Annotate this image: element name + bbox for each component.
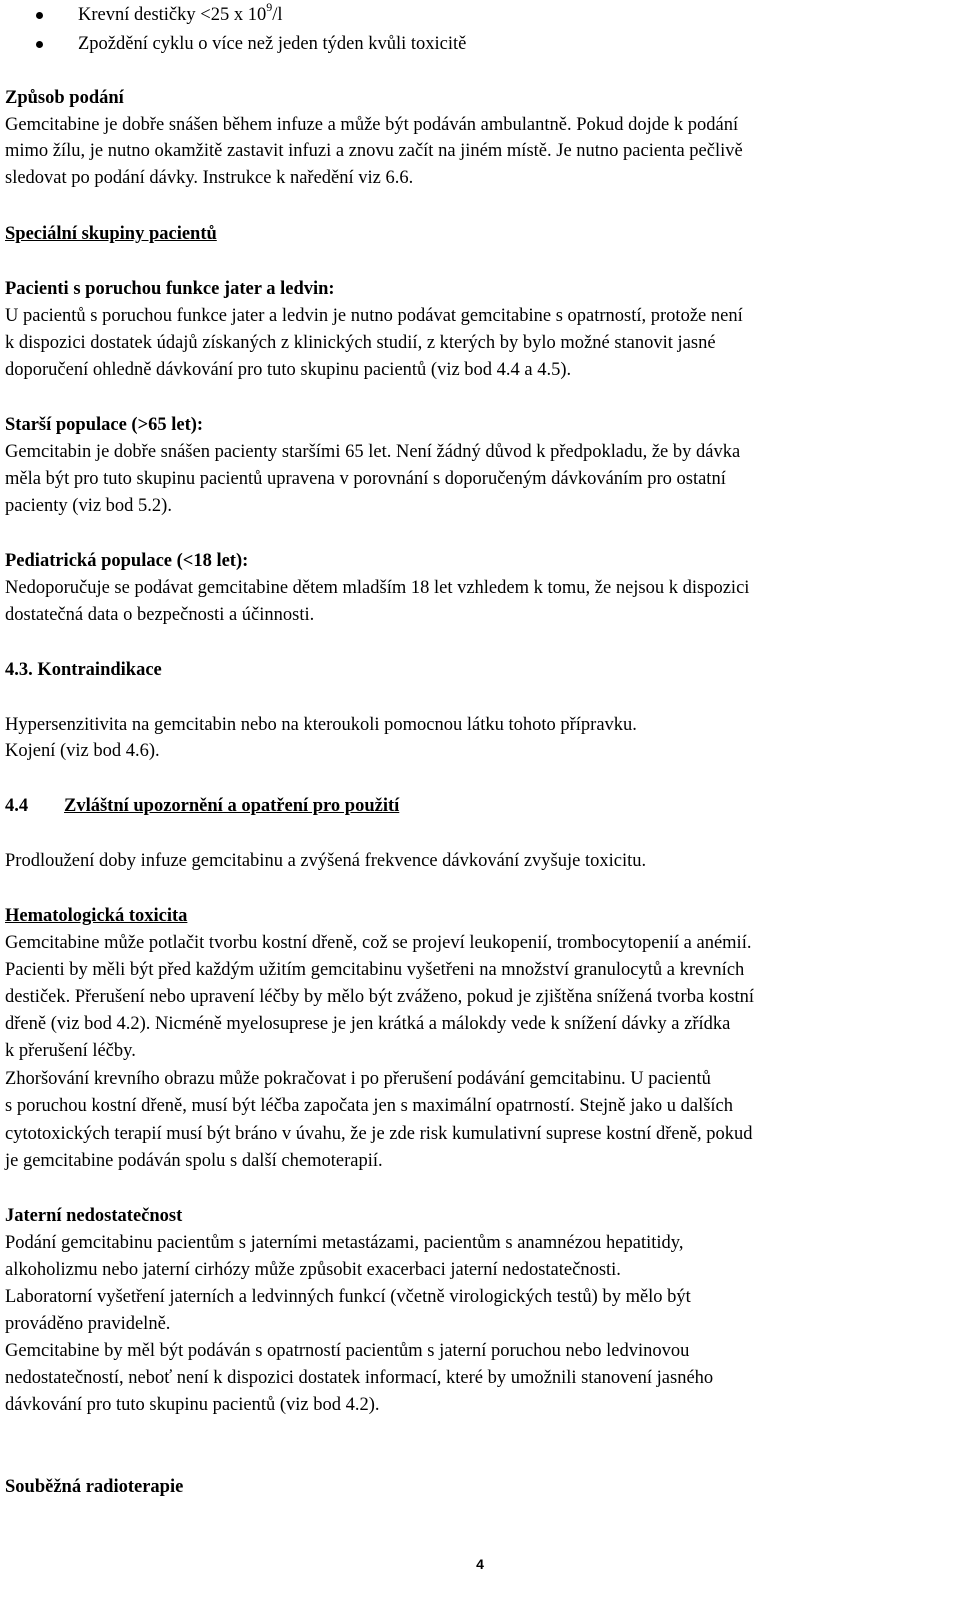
text-line: sledovat po podání dávky. Instrukce k naředění viz 6.6. [5, 168, 414, 188]
subsection-heading: Jaterní nedostatečnost [5, 1206, 183, 1226]
text-line: s poruchou kostní dřeně, musí být léčba započata jen s maximální opatrností. Stejně jako u dalších [5, 1096, 734, 1116]
text-line: alkoholizmu nebo jaterní cirhózy může způsobit exacerbaci jaterní nedostatečnosti. [5, 1260, 621, 1280]
bullet-icon [36, 41, 43, 48]
text-line: je gemcitabine podáván spolu s další chemoterapií. [5, 1151, 383, 1171]
text-line: nedostatečností, neboť není k dispozici dostatek informací, které by umožnili stanovení jasného [5, 1368, 714, 1388]
text-line: Gemcitabine je dobře snášen během infuze a může být podáván ambulantně. Pokud dojde k podání [5, 115, 739, 135]
section-heading: 4.3. Kontraindikace [5, 660, 162, 680]
text-line: U pacientů s poruchou funkce jater a ledvin je nutno podávat gemcitabine s opatrností, protože není [5, 306, 743, 326]
text-line: prováděno pravidelně. [5, 1314, 171, 1334]
text-line: dávkování pro tuto skupinu pacientů (viz bod 4.2). [5, 1395, 380, 1415]
section-heading: Speciální skupiny pacientů [5, 224, 217, 244]
bullet-icon [36, 12, 43, 19]
section-heading: Způsob podání [5, 88, 124, 108]
section-title: Zvláštní upozornění a opatření pro použití [64, 796, 400, 816]
subsection-heading: Pacienti s poruchou funkce jater a ledvin: [5, 279, 335, 299]
section-number: 4.4 [5, 796, 29, 816]
text-line: měla být pro tuto skupinu pacientů upravena v porovnání s doporučeným dávkováním pro ostatní [5, 469, 726, 489]
text-line: mimo žílu, je nutno okamžitě zastavit infuzi a znovu začít na jiném místě. Je nutno pacienta pečlivě [5, 141, 743, 161]
text-line: dostatečná data o bezpečnosti a účinnosti. [5, 605, 315, 625]
text-line: pacienty (viz bod 5.2). [5, 496, 172, 516]
text-line: dřeně (viz bod 4.2). Nicméně myelosuprese je jen krátká a málokdy vede k snížení dávky a zřídka [5, 1014, 731, 1034]
bullet-text: Krevní destičky <25 x $10^9/l$ [78, 0, 283, 25]
text-line: Gemcitabine může potlačit tvorbu kostní dřeně, což se projeví leukopenií, trombocytopenií a anémií. [5, 933, 752, 953]
subsection-heading: Hematologická toxicita [5, 906, 188, 926]
subsection-heading: Pediatrická populace (<18 let): [5, 551, 249, 571]
text-line: k přerušení léčby. [5, 1041, 136, 1061]
text-line: k dispozici dostatek údajů získaných z klinických studií, z kterých by bylo možné stanovit jasné [5, 333, 716, 353]
text-line: Gemcitabine by měl být podáván s opatrností pacientům s jaterní poruchou nebo ledvinovou [5, 1341, 690, 1361]
text-line: Prodloužení doby infuze gemcitabinu a zvýšená frekvence dávkování zvyšuje toxicitu. [5, 851, 647, 871]
subsection-heading: Souběžná radioterapie [5, 1477, 184, 1497]
text-line: Nedoporučuje se podávat gemcitabine dětem mladším 18 let vzhledem k tomu, že nejsou k dispozici [5, 578, 750, 598]
subsection-heading: Starší populace (>65 let): [5, 415, 204, 435]
text-line: Gemcitabin je dobře snášen pacienty staršími 65 let. Není žádný důvod k předpokladu, že by dávka [5, 442, 741, 462]
text-line: Podání gemcitabinu pacientům s jaterními metastázami, pacientům s anamnézou hepatitidy, [5, 1233, 684, 1253]
text-line: cytotoxických terapií musí být bráno v úvahu, že je zde risk kumulativní suprese kostní dřeně, pokud [5, 1124, 753, 1144]
bullet-text: Zpoždění cyklu o více než jeden týden kvůli toxicitě [78, 34, 467, 54]
section-heading-4-4 [0, 793, 960, 820]
text-line: Hypersenzitivita na gemcitabin nebo na kteroukoli pomocnou látku tohoto přípravku. [5, 715, 637, 735]
text-line: Pacienti by měli být před každým užitím gemcitabinu vyšetřeni na množství granulocytů a krevních [5, 960, 745, 980]
text-line: Laboratorní vyšetření jaterních a ledvinných funkcí (včetně virologických testů) by mělo být [5, 1287, 691, 1307]
text-line: doporučení ohledně dávkování pro tuto skupinu pacientů (viz bod 4.4 a 4.5). [5, 360, 572, 380]
text-line: Zhoršování krevního obrazu může pokračovat i po přerušení podávání gemcitabinu. U pacientů [5, 1069, 711, 1089]
page-number: 4 [476, 1556, 484, 1572]
text-line: Kojení (viz bod 4.6). [5, 741, 160, 761]
text-line: destiček. Přerušení nebo upravení léčby by mělo být zváženo, pokud je zjištěna snížená tvorba kostní [5, 987, 755, 1007]
